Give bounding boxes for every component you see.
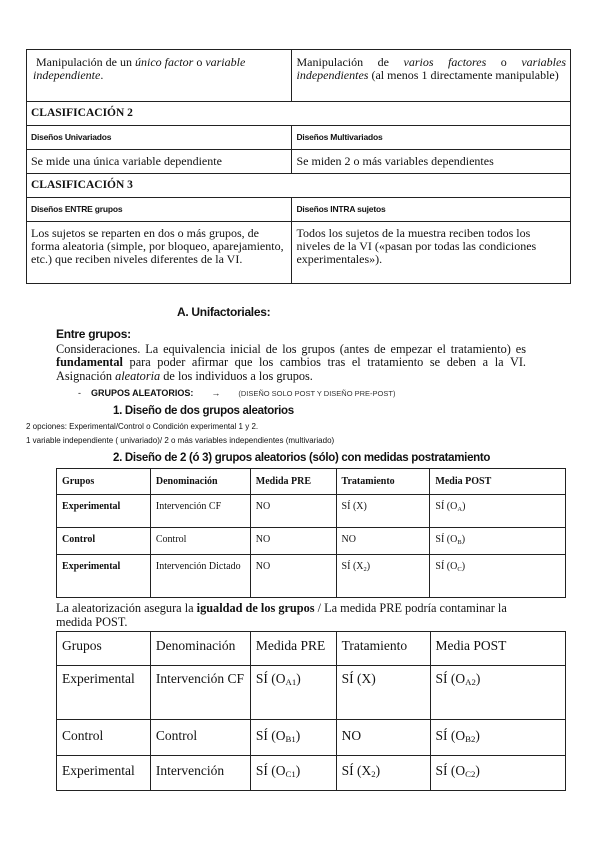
denomination-cell: Control (150, 528, 250, 555)
treatment-cell: SÍ (X) (336, 495, 430, 528)
text: Manipulación de (296, 55, 404, 69)
table-row (57, 720, 566, 756)
text: ) (475, 763, 480, 778)
text: SÍ (O (435, 728, 466, 743)
text: SÍ (O (255, 671, 286, 686)
table-row (27, 126, 571, 150)
col-header: Denominación (150, 632, 250, 666)
col-header: Tratamiento (336, 469, 430, 495)
text: . (100, 68, 104, 82)
post-only-table (56, 468, 566, 598)
post-cell (430, 555, 566, 598)
text: ) (295, 763, 301, 778)
treatment-cell (336, 555, 430, 598)
text-em: variables independientes (296, 55, 567, 82)
text: SÍ (O (435, 534, 458, 545)
table-row (27, 150, 571, 174)
table-row (57, 666, 566, 720)
text: ) (475, 671, 481, 686)
univariate-header: Diseños Univariados (27, 126, 292, 150)
subscript: B2 (465, 734, 476, 744)
table-row (27, 198, 571, 222)
pre-cell: NO (250, 495, 336, 528)
table-header-row (57, 632, 566, 666)
text-bold: igualdad de los grupos (196, 601, 315, 615)
text: ) (375, 763, 381, 778)
pre-cell: NO (250, 555, 336, 598)
between-groups-text: Los sujetos se reparten en dos o más grupos, de forma aleatoria (simple, por bloqueo, aparejamiento, etc.) que reciben niveles diferentes de la VI. (27, 222, 292, 284)
univariate-factor-cell (27, 50, 292, 102)
text: SÍ (O (435, 501, 458, 512)
denomination-cell: Intervención (150, 756, 250, 791)
text: para poder afirmar que los cambios tras el tratamiento se deben a la VI. Asignación (56, 355, 526, 383)
pre-cell (250, 756, 336, 791)
group-cell: Experimental (57, 756, 151, 791)
table-row (57, 495, 566, 528)
classification-2-title: CLASIFICACIÓN 2 (27, 102, 571, 126)
group-cell: Experimental (57, 555, 151, 598)
subscript: C1 (285, 769, 296, 779)
post-cell (430, 720, 565, 756)
text-em: varios factores (403, 55, 487, 69)
subscript: A (457, 506, 463, 513)
text: SÍ (O (435, 561, 458, 572)
text: de los individuos a los grupos. (160, 368, 313, 383)
subscript: A2 (465, 677, 476, 687)
text: SÍ (O (255, 728, 286, 743)
text: ) (475, 728, 480, 743)
text: ) (461, 561, 466, 572)
text-em: variable independiente (33, 55, 246, 82)
text: SÍ (X (341, 561, 364, 572)
group-cell: Control (57, 528, 151, 555)
subscript: 2 (363, 566, 367, 573)
col-header: Grupos (57, 469, 151, 495)
between-groups-header: Diseños ENTRE grupos (27, 198, 292, 222)
treatment-cell: SÍ (X) (336, 666, 430, 720)
bullet-dash: - (78, 388, 81, 398)
post-cell (430, 756, 565, 791)
table-row (57, 555, 566, 598)
classification-table (26, 49, 571, 284)
col-header: Media POST (430, 469, 566, 495)
subscript: C (457, 566, 462, 573)
multivariate-text: Se miden 2 o más variables dependientes (292, 150, 571, 174)
subscript: C2 (465, 769, 476, 779)
text-em: aleatoria (115, 368, 161, 383)
heading-two-random-groups: 1. Diseño de dos grupos aleatorios (113, 405, 294, 417)
section-a-title: A. Unifactoriales: (177, 305, 271, 319)
table-row (27, 50, 571, 102)
table-row (57, 528, 566, 555)
subscript: 2 (371, 769, 376, 779)
options-line-2: 1 variable independiente ( univariado)/ 2 o más variables independientes (multivariado) (26, 436, 335, 445)
considerations-paragraph (56, 343, 526, 383)
text: o (486, 55, 522, 69)
univariate-text: Se mide una única variable dependiente (27, 150, 292, 174)
text: SÍ (O (435, 671, 466, 686)
random-groups-line (78, 388, 395, 398)
subscript: A1 (285, 677, 297, 687)
pre-cell: NO (250, 528, 336, 555)
group-cell: Experimental (57, 666, 151, 720)
text: (al menos 1 directamente manipulable) (368, 68, 559, 82)
multifactor-cell (292, 50, 571, 102)
text: Consideraciones. La equivalencia inicial de los grupos (antes de empezar el tratamiento) es (56, 342, 526, 356)
group-cell: Control (57, 720, 151, 756)
subscript: B1 (285, 734, 296, 744)
col-header: Tratamiento (336, 632, 430, 666)
text: SÍ (X (341, 763, 372, 778)
group-cell: Experimental (57, 495, 151, 528)
within-subjects-header: Diseños INTRA sujetos (292, 198, 571, 222)
table-header-row (57, 469, 566, 495)
col-header: Media POST (430, 632, 565, 666)
text: Manipulación de un (36, 55, 135, 69)
col-header: Denominación (150, 469, 250, 495)
text: o (193, 55, 206, 69)
pre-cell (250, 666, 336, 720)
col-header: Medida PRE (250, 469, 336, 495)
post-cell (430, 666, 565, 720)
denomination-cell: Intervención CF (150, 495, 250, 528)
table-row (27, 222, 571, 284)
classification-3-title: CLASIFICACIÓN 3 (27, 174, 571, 198)
options-line-1: 2 opciones: Experimental/Control o Condición experimental 1 y 2. (26, 422, 259, 431)
treatment-cell: NO (336, 528, 430, 555)
treatment-cell (336, 756, 430, 791)
treatment-cell: NO (336, 720, 430, 756)
pre-post-table (56, 631, 566, 791)
pre-cell (250, 720, 336, 756)
text: ) (295, 728, 301, 743)
text: ) (296, 671, 301, 686)
text: / La medida PRE podría contaminar la medida POST. (56, 601, 507, 629)
text: ) (462, 501, 466, 512)
text: La aleatorización asegura la (56, 601, 197, 615)
within-subjects-text: Todos los sujetos de la muestra reciben todos los niveles de la VI («pasan por todas las condiciones experimentales»). (292, 222, 571, 284)
arrow-icon: → (211, 388, 221, 398)
denomination-cell: Intervención Dictado (150, 555, 250, 598)
text: ) (461, 534, 466, 545)
text: SÍ (O (435, 763, 466, 778)
table-row (27, 102, 571, 126)
col-header: Grupos (57, 632, 151, 666)
post-cell (430, 495, 566, 528)
denomination-cell: Intervención CF (150, 666, 250, 720)
table-row (57, 756, 566, 791)
randomization-paragraph (56, 601, 526, 629)
between-groups-title: Entre grupos: (56, 327, 131, 341)
table-row (27, 174, 571, 198)
design-note: (DISEÑO SOLO POST Y DISEÑO PRE-POST) (238, 389, 396, 398)
heading-post-treatment: 2. Diseño de 2 (ó 3) grupos aleatorios (sólo) con medidas postratamiento (113, 452, 491, 464)
subscript: B (457, 539, 462, 546)
text: SÍ (O (255, 763, 286, 778)
text: ) (366, 561, 371, 572)
denomination-cell: Control (150, 720, 250, 756)
col-header: Medida PRE (250, 632, 336, 666)
multivariate-header: Diseños Multivariados (292, 126, 571, 150)
random-groups-label: GRUPOS ALEATORIOS: (91, 388, 194, 398)
text-em: único factor (134, 55, 194, 69)
text-bold: fundamental (56, 355, 123, 370)
post-cell (430, 528, 566, 555)
